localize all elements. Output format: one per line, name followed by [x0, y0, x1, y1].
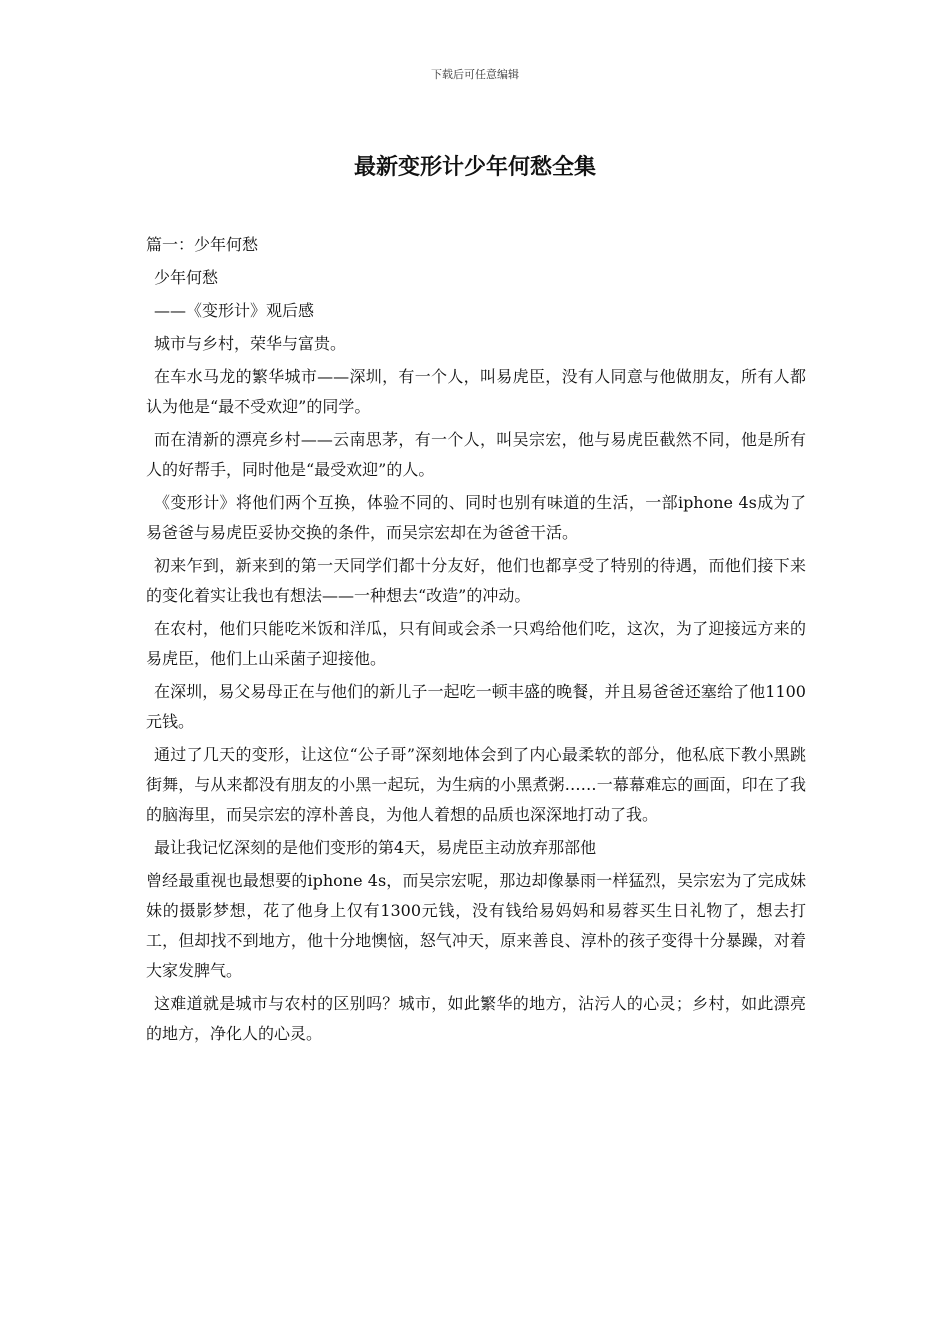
paragraph-continued: 曾经最重视也最想要的iphone 4s，而吴宗宏呢，那边却像暴雨一样猛烈，吴宗宏为了完成妹妹的摄影梦想，花了他身上仅有1300元钱，没有钱给易妈妈和易蓉买生日礼物了，想去打工，但却找不到地方，他十分地懊恼，怒气冲天，原来善良、淳朴的孩子变得十分暴躁，对着大家发脾气。: [146, 871, 806, 980]
header-note: 下载后可任意编辑: [431, 68, 519, 81]
paragraph: 在深圳，易父易母正在与他们的新儿子一起吃一顿丰盛的晚餐，并且易爸爸还塞给了他1100元钱。: [146, 682, 806, 731]
subtitle: 少年何愁: [154, 268, 219, 287]
paragraph: 通过了几天的变形，让这位“公子哥”深刻地体会到了内心最柔软的部分，他私底下教小黑跳街舞，与从来都没有朋友的小黑一起玩，为生病的小黑煮粥……一幕幕难忘的画面，印在了我的脑海里，而吴宗宏的淳朴善良，为他人着想的品质也深深地打动了我。: [146, 745, 806, 824]
paragraph: 最让我记忆深刻的是他们变形的第4天，易虎臣主动放弃那部他: [154, 838, 597, 857]
paragraph: 而在清新的漂亮乡村——云南思茅，有一个人，叫吴宗宏，他与易虎臣截然不同，他是所有人的好帮手，同时他是“最受欢迎”的人。: [146, 430, 806, 479]
paragraph: 《变形计》将他们两个互换，体验不同的、同时也别有味道的生活，一部iphone 4s成为了易爸爸与易虎臣妥协交换的条件，而吴宗宏却在为爸爸干活。: [146, 493, 806, 542]
section-heading: 篇一：少年何愁: [146, 235, 259, 254]
paragraph: 城市与乡村，荣华与富贵。: [154, 334, 347, 353]
document-body: [146, 230, 806, 1052]
paragraph: 在农村，他们只能吃米饭和洋瓜，只有间或会杀一只鸡给他们吃，这次，为了迎接远方来的易虎臣，他们上山采菌子迎接他。: [146, 619, 806, 668]
paragraph: 在车水马龙的繁华城市——深圳，有一个人，叫易虎臣，没有人同意与他做朋友，所有人都认为他是“最不受欢迎”的同学。: [146, 367, 806, 416]
byline: ——《变形计》观后感: [154, 301, 315, 320]
document-title: 最新变形计少年何愁全集: [353, 155, 596, 180]
paragraph-final: 这难道就是城市与农村的区别吗？城市，如此繁华的地方，沾污人的心灵；乡村，如此漂亮的地方，净化人的心灵。: [146, 994, 806, 1043]
paragraph: 初来乍到，新来到的第一天同学们都十分友好，他们也都享受了特别的待遇，而他们接下来的变化着实让我也有想法——一种想去“改造”的冲动。: [146, 556, 806, 605]
